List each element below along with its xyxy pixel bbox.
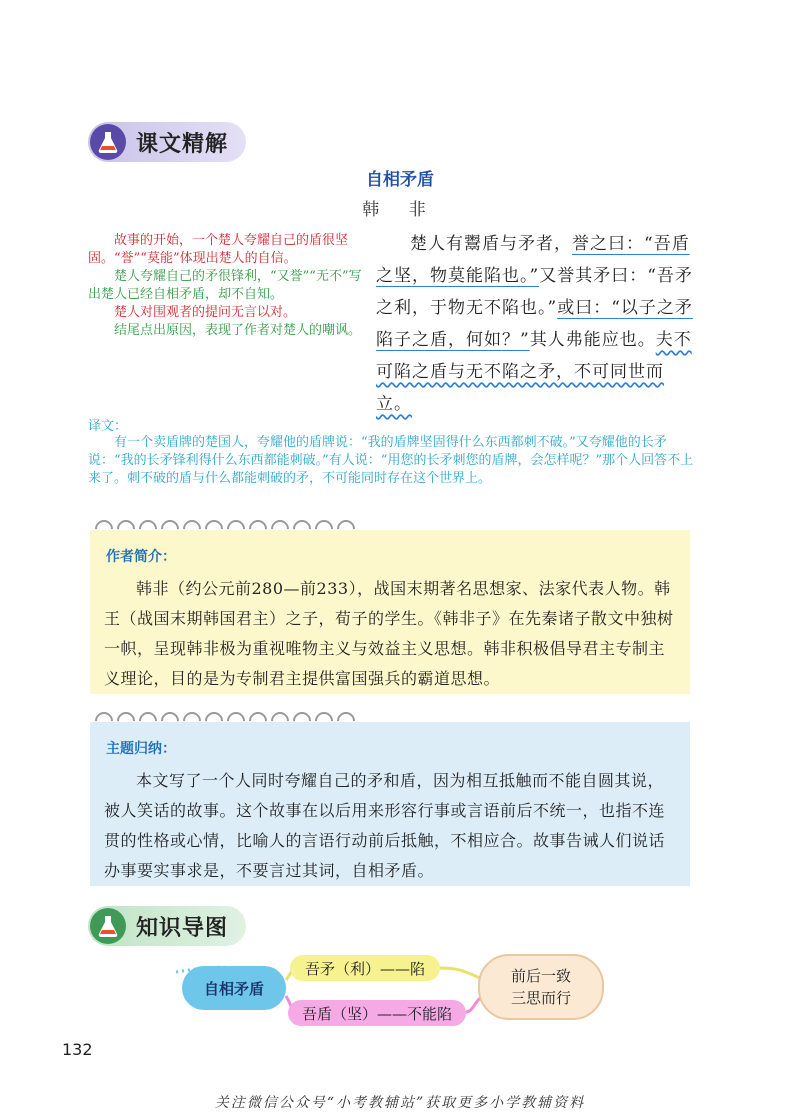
classic-sentence-3: 又誉其矛曰：“吾矛之利，于物无不陷也。” [376, 266, 693, 318]
translation-paragraph: 有一个卖盾牌的楚国人，夸耀他的盾牌说：“我的盾牌坚固得什么东西都刺不破。”又夸耀他的长矛说：“我的长矛锋利得什么东西都能刺破。”有人说：“用您的长矛刺您的盾牌，会怎样呢？”那个人回答不上来了。刺不破的盾与什么都能刺破的矛，不可能同时存在这个世界上。 [88, 435, 694, 486]
theme-text: 本文写了一个人同时夸耀自己的矛和盾，因为相互抵触而不能自圆其说，被人笑话的故事。这个故事在以后用来形容行事或言语前后不统一，也指不连贯的性格或心情，比喻人的言语行动前后抵触，不相应合。故事告诫人们说话办事要实事求是，不要言过其词，自相矛盾。 [104, 771, 666, 880]
translation-label: 译文： [88, 419, 128, 434]
article-title: 自相矛盾 [366, 170, 434, 190]
theme-title: 主题归纳： [106, 741, 176, 757]
section-title: 课文精解 [136, 131, 229, 157]
article-author: 韩 非 [362, 200, 438, 220]
annotation-1: 故事的开始，一个楚人夸耀自己的盾很坚固。“誉”“莫能”体现出楚人的自信。 [88, 233, 349, 266]
footer-note: 关注微信公众号“小考教辅站”获取更多小学教辅资料 [214, 1095, 586, 1111]
page-number: 132 [62, 1040, 93, 1059]
classic-sentence-6: 夫不可陷之盾与无不陷之矛，不可同世而立。 [376, 330, 692, 414]
mindmap-right-line-1: 前后一致 [510, 967, 571, 985]
classic-sentence-4: 或曰：“以子之矛陷子之盾，何如？” [376, 298, 693, 350]
annotation-4: 结尾点出原因，表现了作者对楚人的嘲讽。 [114, 323, 362, 338]
classic-sentence-1: 楚人有鬻盾与矛者， [410, 234, 572, 254]
author-intro-title: 作者简介： [106, 549, 176, 565]
mindmap-right-line-2: 三思而行 [510, 989, 571, 1007]
mindmap-right-node [478, 954, 604, 1020]
mindmap-bottom-node: 吾盾（坚）——不能陷 [288, 1000, 466, 1026]
classic-sentence-2: 誉之曰：“吾盾之坚，物莫能陷也。” [376, 234, 690, 286]
annotation-3: 楚人对围观者的提问无言以对。 [114, 305, 297, 320]
section-title: 知识导图 [136, 915, 229, 941]
mindmap-top-node: 吾矛（利）——陷 [290, 955, 440, 981]
mindmap-center-node: 自相矛盾 [182, 966, 286, 1010]
classic-sentence-5: 其人弗能应也。 [529, 330, 656, 350]
annotation-2: 楚人夸耀自己的矛很锋利，“又誉”“无不”写出楚人已经自相矛盾，却不自知。 [88, 269, 362, 302]
author-intro-text: 韩非（约公元前280—前233），战国末期著名思想家、法家代表人物。韩王（战国末期韩国君主）之子，荀子的学生。《韩非子》在先秦诸子散文中独树一帜，呈现韩非极为重视唯物主义与效益主义思想。韩非积极倡导君主专制主义理论，目的是为专制君主提供富国强兵的霸道思想。 [104, 579, 674, 688]
